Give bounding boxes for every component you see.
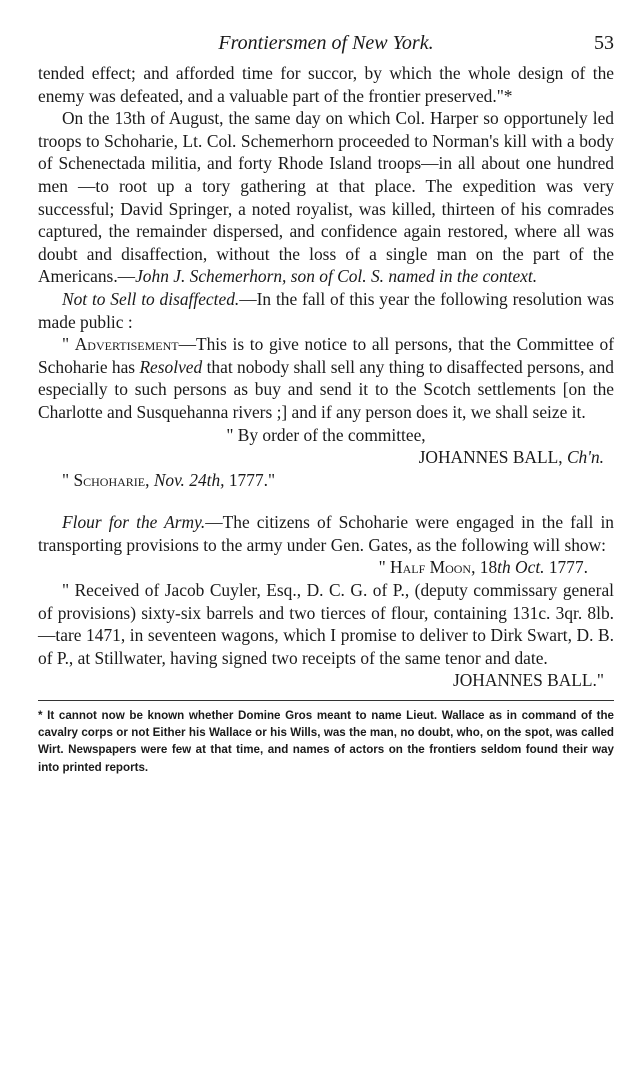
- quote-mark: ": [62, 334, 75, 355]
- final-signer: JOHANNES BALL.": [452, 670, 604, 691]
- dateline-place: Schoharie,: [73, 469, 154, 490]
- spacer: [38, 491, 614, 511]
- footnote: * It cannot now be known whether Domine Gros meant to name Lieut. Wallace as in command of the cavalry corps or not Either his Wallace or his Wills, was the man, no doubt, who, on the spot, was called Wirt. Newspapers were few at that time, and names of actors on the frontiers seldom found their way into printed reports.: [38, 709, 614, 774]
- section-heading: Flour for the Army.: [62, 512, 206, 533]
- receipt-place: Half Moon,: [390, 557, 480, 578]
- paragraph-text: —The citizens of Schoharie were engaged in the fall in transporting provisions to the army under Gen. Gates, as the following will show:: [38, 512, 614, 555]
- paragraph-text: —In the fall of this year the following resolution was made public :: [38, 288, 614, 332]
- dateline-year: 1777.": [224, 469, 276, 490]
- paragraph-continuation: [38, 62, 614, 107]
- advertisement-label: Advertisement: [74, 334, 179, 355]
- page-number: 53: [594, 32, 614, 54]
- emphasis-text: Resolved: [139, 356, 203, 377]
- paragraph-schemerhorn: [38, 107, 614, 288]
- signer-line: [38, 446, 614, 469]
- order-line: " By order of the committee,: [226, 424, 426, 445]
- paragraph-receipt: " Received of Jacob Cuyler, Esq., D. C. G. of P., (deputy commissary general of provisions) sixty-six barrels and two tierces of flour, containing 131c. 3qr. 8lb.—tare 1471, in seventeen wagons, which I promise to deliver to Dirk Swart, D. B. of P., at Stillwater, having signed two receipts of the same tenor and date.: [38, 580, 614, 668]
- signer-name: JOHANNES BALL,: [418, 447, 567, 468]
- paragraph-text: that nobody shall sell any thing to disaffected persons, and especially to such persons as buy and send it to the Scotch settlements [on the Charlotte and Susquehanna rivers ;] and if any person does it, we shall seize it.: [38, 356, 614, 422]
- paragraph-text: —This is to give notice to all persons, that the Committee of Schoharie has: [38, 334, 615, 377]
- signer-title: Ch'n.: [566, 447, 604, 468]
- quote-mark: ": [378, 557, 391, 578]
- receipt-day: 18: [479, 557, 498, 578]
- running-title: Frontiersmen of New York.: [218, 32, 434, 54]
- footnote-rule: [38, 700, 614, 701]
- paragraph-not-to-sell: [38, 288, 614, 333]
- paragraph-text: On the 13th of August, the same day on which Col. Harper so opportunely led troops to Schoharie, Lt. Col. Schemerhorn proceeded to Norman's kill with a body of Schenectada militia, and forty Rhode Island troops—in all about one hundred men —to root up a tory gathering at that place. The expedition was very successful; David Springer, a noted royalist, was killed, thirteen of his comrades captured, the remainder dispersed, and confidence again restored, where all was doubt and disaffection, without the loss of a single man on the part of the Americans.—: [38, 108, 614, 287]
- receipt-year: 1777.: [544, 557, 588, 578]
- source-attribution: John J. Schemerhorn, son of Col. S. named in the context.: [135, 266, 538, 287]
- quote-mark: ": [62, 469, 74, 490]
- paragraph-flour: [38, 511, 614, 556]
- receipt-month: th Oct.: [497, 557, 545, 578]
- running-head: [38, 32, 614, 62]
- paragraph-advertisement: [38, 333, 614, 423]
- dateline: [38, 469, 614, 492]
- section-heading: Not to Sell to disaffected.: [62, 288, 240, 309]
- dateline-date: Nov. 24th,: [153, 469, 225, 490]
- paragraph-text: tended effect; and afforded time for succor, by which the whole design of the enemy was defeated, and a valuable part of the frontier preserved."*: [38, 63, 614, 106]
- receipt-date: [38, 556, 614, 579]
